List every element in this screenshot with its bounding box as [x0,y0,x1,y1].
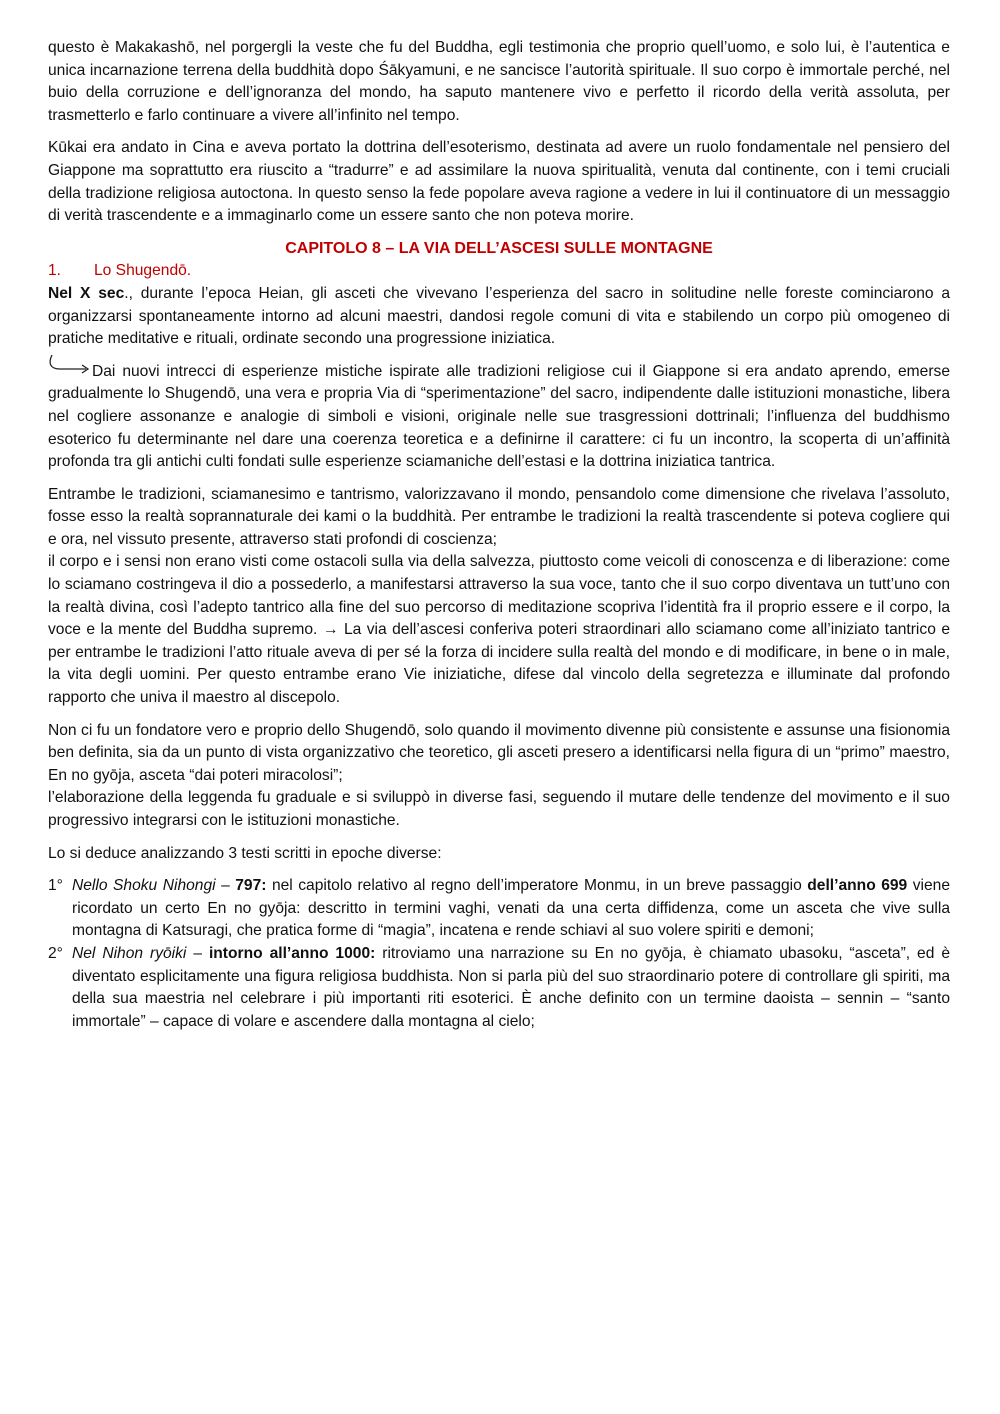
paragraph-founder [48,720,950,833]
text-year: intorno all’anno 1000: [208,944,376,962]
traditions-text-a: Entrambe le tradizioni, sciamanesimo e tantrismo, valorizzavano il mondo, pensandolo come dimensione che rivelava l’assoluto, fosse esso la realtà soprannaturale dei kami o la buddhità. Per entrambe le tradizioni la realtà trascendente si poteva cogliere qui e ora, nel vissuto presente, attraverso stati profondi di coscienza; [48,485,950,548]
traditions-text-b: il corpo e i sensi non erano visti come ostacoli sulla via della salvezza, piuttosto come veicoli di conoscenza e di liberazione: come lo sciamano costringeva il dio a possederlo, a manifestarsi attraverso la sua voce, tanto che il suo corpo diventava un tutt’uno con la realtà divina, così l’adepto tantrico alla fine del suo percorso di meditazione scopriva l’identità fra il proprio essere e il corpo, la voce e la mente del Buddha supremo. [48,553,950,639]
curved-arrow-icon [48,361,92,383]
list-item [48,943,950,1033]
section-heading [48,260,950,283]
shugendo-text: Dai nuovi intrecci di esperienze mistiche ispirate alle tradizioni religiose cui il Giappone si era andato aprendo, emerse gradualmente lo Shugendō, una vera e propria Via di “sperimentazione” del sacro, indipendente dalle istituzioni monastiche, libera nel cogliere assonanze e analogie di simboli e visioni, originale nelle sue trasgressioni dottrinali; l’influenza del buddhismo esoterico fu determinante nel dare una coerenza teoretica e a definirne il carattere: ci fu un incontro, la scoperta di un’affinità profonda tra gli antichi culti fondati sulle esperienze sciamaniche dell’estasi e la dottrina iniziatica tantrica. [48,362,950,471]
text-title: Nel Nihon ryōiki [72,944,187,962]
text-body: nel capitolo relativo al regno dell’imperatore Monmu, in un breve passaggio [266,877,808,895]
paragraph-kukai: Kūkai era andato in Cina e aveva portato la dottrina dell’esoterismo, destinata ad avere un ruolo fondamentale nel pensiero del Giappone ma soprattutto era riuscito a “tradurre” e ad assimilare la nuova spiritualità, venuta dal continente, con i temi cruciali della tradizione religiosa autoctona. In questo senso la fede popolare aveva ragione a vedere in lui il continuatore di un messaggio di verità trascendente e a immaginarlo come un essere santo che non poteva morire. [48,139,950,225]
text-title: Nello Shoku Nihongi [72,877,216,895]
text-body-2: viene ricordato un certo En no gyōja: descritto in termini vaghi, venati da una certa diffidenza, come un asceta che vive sulla montagna di Katsuragi, che pratica forme di “magia”, incatena e rende schiavi al suo volere spiriti e demoni; [72,877,950,940]
section-number: 1. [48,262,62,280]
paragraph-texts-intro: Lo si deduce analizzando 3 testi scritti in epoche diverse: [48,844,442,862]
paragraph-shugendo [48,361,950,474]
text-year: 797: [235,877,267,895]
list-marker: 2° [48,944,63,962]
text-dash: – [186,944,209,962]
chapter-title: CAPITOLO 8 – LA VIA DELL’ASCESI SULLE MONTAGNE [285,239,713,257]
text-body: ritroviamo una narrazione su En no gyōja, è chiamato ubasoku, “asceta”, ed è diventato esplicitamente una figura religiosa buddhista. Non si parla più del suo straordinario potere di controllare gli spiriti, ma della sua maestria nel celebrare i più importanti riti esoterici. È anche definito con un termine daoista – sennin – “santo immortale” – capace di volare e ascendere dalla montagna al cielo; [72,944,951,1030]
intro-text: ., durante l’epoca Heian, gli asceti che vivevano l’esperienza del sacro in solitudine nelle foreste cominciarono a organizzarsi spontaneamente intorno ad alcuni maestri, dandosi regole comuni di vita e stabilendo un corpo più omogeneo di pratiche meditative e rituali, ordinate secondo una progressione iniziatica. [48,284,950,348]
text-bold-year: dell’anno 699 [807,877,908,895]
paragraph-intro [48,283,950,351]
list-marker: 1° [48,877,63,895]
founder-text-a: Non ci fu un fondatore vero e proprio dello Shugendō, solo quando il movimento divenne più consistente e assunse una fisionomia ben definita, sia da un punto di vista organizzativo che teoretico, gli asceti presero a identificarsi nella figura di un “primo” maestro, En no gyōja, asceta “dai poteri miracolosi”; [48,721,950,784]
traditions-text-c: La via dell’ascesi conferiva poteri straordinari allo sciamano come all’iniziato tantrico e per entrambe le tradizioni l’atto rituale aveva di per sé la forza di incidere sulla realtà del mondo e di modificare, in bene o in male, la vita degli uomini. Per questo entrambe erano Vie iniziatiche, difese dal vincolo della segretezza e illuminate dal profondo rapporto che univa il maestro al discepolo. [48,621,950,707]
texts-list [48,875,950,1033]
right-arrow-icon: → [322,621,339,639]
intro-bold: Nel X sec [48,284,125,302]
list-item [48,875,950,943]
paragraph-traditions [48,484,950,710]
text-dash: – [215,877,236,895]
paragraph-makakasho: questo è Makakashō, nel porgergli la veste che fu del Buddha, egli testimonia che proprio quell’uomo, e solo lui, è l’autentica e unica incarnazione terrena della buddhità dopo Śākyamuni, e ne sancisce l’autorità spirituale. Il suo corpo è immortale perché, nel buio della corruzione e dell’ignoranza del mondo, ha saputo mantenere vivo e perfetto il ricordo della verità assoluta, per trasmetterlo e farlo continuare a vivere all’infinito nel tempo. [48,39,950,124]
founder-text-b: l’elaborazione della leggenda fu graduale e si sviluppò in diverse fasi, seguendo il mutare delle tendenze del movimento e il suo progressivo integrarsi con le istituzioni monastiche. [48,789,950,829]
section-title: Lo Shugendō. [94,262,192,280]
